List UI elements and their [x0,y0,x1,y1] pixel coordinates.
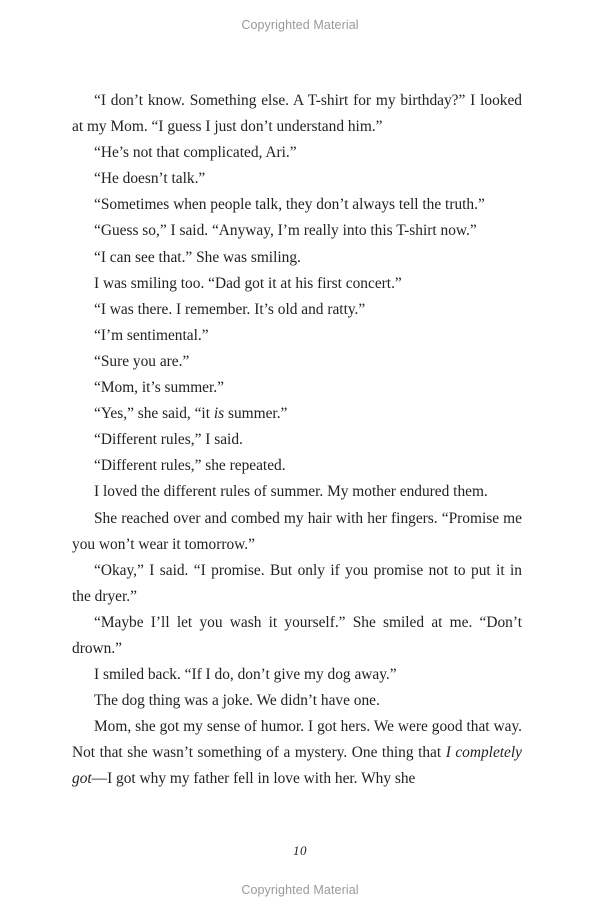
paragraph [72,271,522,297]
paragraph [72,192,522,218]
paragraph [72,401,522,427]
paragraph [72,662,522,688]
paragraph [72,88,522,140]
paragraph [72,688,522,714]
page-number: 10 [293,843,307,858]
text-run: I smiled back. “If I do, don’t give my dog away.” [94,666,397,684]
text-run: “Sure you are.” [94,352,190,370]
text-run: “I was there. I remember. It’s old and ratty.” [94,300,366,318]
text-run: —I got why my father fell in love with her. Why she [91,770,416,788]
text-run: “I can see that.” She was smiling. [94,248,301,266]
copyright-watermark-bottom: Copyrighted Material [241,883,359,897]
paragraph [72,166,522,192]
italic-text-run: is [213,405,225,423]
text-run: “He doesn’t talk.” [94,170,206,188]
text-run: summer.” [224,405,288,423]
text-run: “He’s not that complicated, Ari.” [94,144,297,162]
paragraph [72,479,522,505]
text-run: She reached over and combed my hair with her fingers. “Promise me you won’t wear it tomorrow.” [72,509,522,553]
copyright-watermark-top: Copyrighted Material [241,18,359,32]
paragraph [72,375,522,401]
text-run: “Okay,” I said. “I promise. But only if you promise not to put it in the dryer.” [72,561,522,605]
paragraph [72,453,522,479]
italic-text-run: I completely got [72,744,522,788]
text-run: “Mom, it’s summer.” [94,379,224,397]
paragraph [72,610,522,662]
text-run: Mom, she got my sense of humor. I got hers. We were good that way. Not that she wasn’t something of a mystery. One thing that [72,718,522,762]
paragraph [72,349,522,375]
page-body-text [72,88,522,793]
paragraph [72,714,522,792]
paragraph [72,506,522,558]
text-run: I loved the different rules of summer. My mother endured them. [94,483,488,501]
paragraph [72,140,522,166]
paragraph [72,427,522,453]
text-run: “Different rules,” I said. [94,431,243,449]
paragraph [72,558,522,610]
paragraph [72,218,522,244]
text-run: “Yes,” she said, “it [94,405,214,423]
text-run: “Different rules,” she repeated. [94,457,286,475]
paragraph [72,245,522,271]
paragraph [72,297,522,323]
text-run: “I’m sentimental.” [94,326,209,344]
text-run: “Maybe I’ll let you wash it yourself.” She smiled at me. “Don’t drown.” [72,613,522,657]
text-run: “Sometimes when people talk, they don’t always tell the truth.” [94,196,485,214]
text-run: The dog thing was a joke. We didn’t have one. [94,692,380,710]
text-run: “I don’t know. Something else. A T-shirt for my birthday?” I looked at my Mom. “I guess I just don’t understand him.” [72,92,522,136]
text-run: I was smiling too. “Dad got it at his first concert.” [94,274,402,292]
text-run: “Guess so,” I said. “Anyway, I’m really into this T-shirt now.” [94,222,477,240]
paragraph [72,323,522,349]
